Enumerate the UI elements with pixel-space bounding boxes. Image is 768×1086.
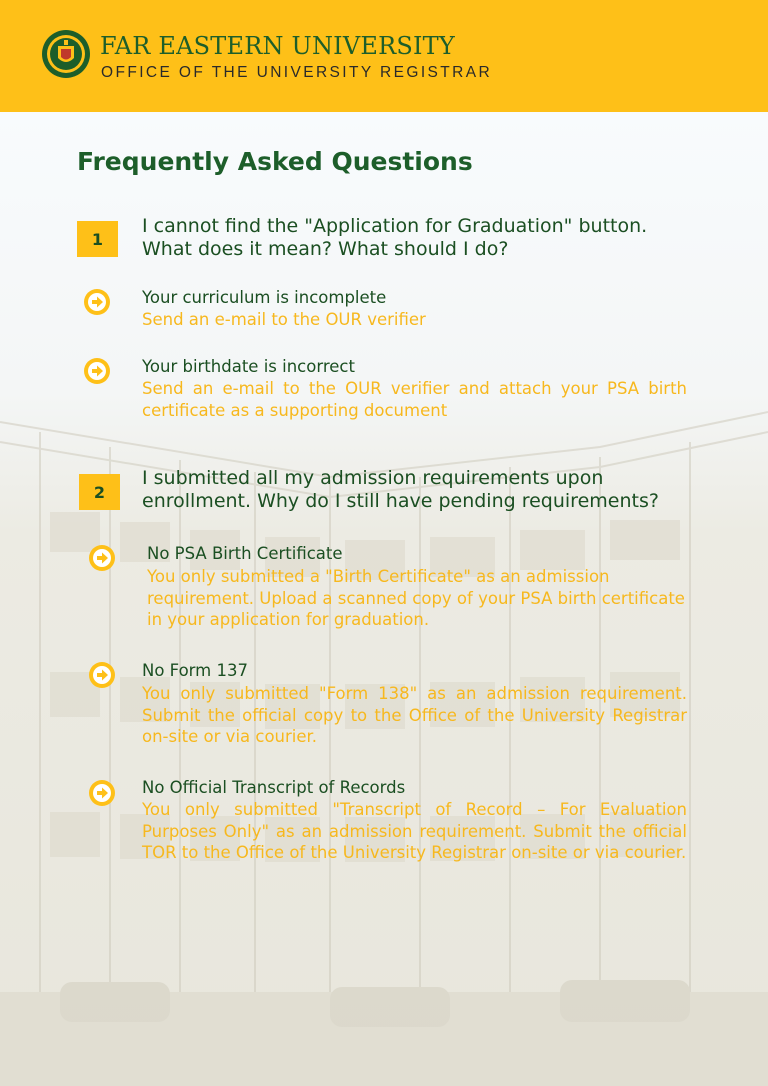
answer-body: You only submitted "Form 138" as an admission requirement. Submit the official copy to the Office of the University Registrar on-site or via courier.: [142, 684, 687, 746]
arrow-right-icon: [84, 289, 110, 315]
office-name: OFFICE OF THE UNIVERSITY REGISTRAR: [101, 64, 493, 81]
answer-title: No PSA Birth Certificate: [147, 544, 343, 563]
answer-title: No Form 137: [142, 661, 248, 680]
arrow-right-icon: [89, 545, 115, 571]
page-title: Frequently Asked Questions: [77, 147, 473, 176]
arrow-right-icon: [89, 780, 115, 806]
arrow-right-icon: [89, 662, 115, 688]
question-number-badge: 2: [79, 474, 120, 510]
arrow-right-icon: [84, 358, 110, 384]
answer-body: Send an e-mail to the OUR verifier and attach your PSA birth certificate as a supporting document: [142, 379, 687, 420]
question-number-badge: 1: [77, 221, 118, 257]
answer-body: You only submitted a "Birth Certificate" as an admission requirement. Upload a scanned copy of your PSA birth certificate in your application for graduation.: [147, 567, 685, 629]
answer-body: You only submitted "Transcript of Record – For Evaluation Purposes Only" as an admission requirement. Submit the official TOR to the Office of the University Registrar on-site or via courier.: [142, 800, 687, 862]
question-text: I submitted all my admission requirements upon enrollment. Why do I still have pending requirements?: [142, 467, 659, 512]
header-banner: [0, 0, 768, 112]
question-text: I cannot find the "Application for Graduation" button. What does it mean? What should I do?: [142, 215, 648, 260]
feu-seal-icon: [41, 28, 91, 80]
answer-title: No Official Transcript of Records: [142, 778, 406, 797]
answer-title: Your birthdate is incorrect: [142, 357, 355, 376]
university-name: FAR EASTERN UNIVERSITY: [100, 32, 455, 60]
answer-body: Send an e-mail to the OUR verifier: [142, 310, 426, 329]
answer-title: Your curriculum is incomplete: [142, 288, 387, 307]
